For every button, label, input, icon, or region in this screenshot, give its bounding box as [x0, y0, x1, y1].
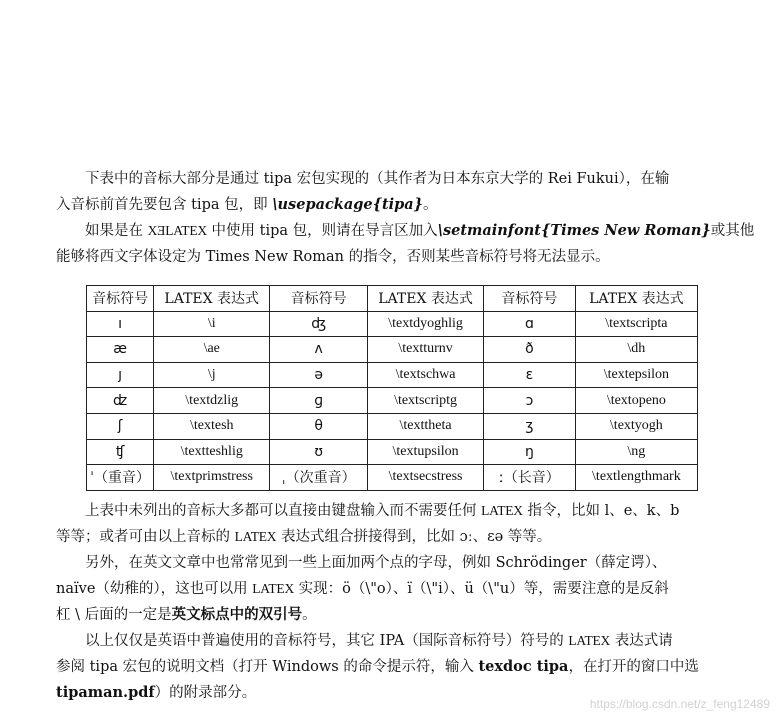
- body-line-7: 参阅 tipa 宏包的说明文档（打开 Windows 的命令提示符，输入 texdoc tipa，在打开的窗口中选: [56, 658, 699, 675]
- table-cell: \textlengthmark: [575, 465, 697, 491]
- body-line-3: 另外，在英文文章中也常常见到一些上面加两个点的字母，例如 Schrödinger（薛定谔）、: [85, 555, 667, 571]
- table-cell: ˈ（重音）: [87, 465, 154, 491]
- table-cell: \textepsilon: [575, 362, 697, 388]
- table-cell: \textdyoghlig: [368, 311, 484, 337]
- header-symbol-2: 音标符号: [270, 286, 368, 312]
- table-cell: \textscripta: [575, 311, 697, 337]
- table-cell: ʣ: [87, 388, 154, 414]
- intro-paragraphs: [56, 166, 755, 270]
- table-cell: ˌ（次重音）: [270, 465, 368, 491]
- table-cell: \textscriptg: [368, 388, 484, 414]
- header-latex-1: LATEX 表达式: [154, 286, 270, 312]
- table-cell: ʧ: [87, 439, 154, 465]
- table-cell: ð: [484, 337, 576, 363]
- table-cell: ȷ: [87, 362, 154, 388]
- double-quote-emphasis: 英文标点中的双引号: [171, 606, 303, 623]
- body-paragraphs: [56, 498, 722, 706]
- table-cell: ɛ: [484, 362, 576, 388]
- table-cell: θ: [270, 413, 368, 439]
- table-cell: \textdzlig: [154, 388, 270, 414]
- table-row: [87, 388, 698, 414]
- header-symbol-3: 音标符号: [484, 286, 576, 312]
- table-cell: ʤ: [270, 311, 368, 337]
- table-cell: ʒ: [484, 413, 576, 439]
- table-row: [87, 337, 698, 363]
- table-cell: \textesh: [154, 413, 270, 439]
- table-cell: \textsecstress: [368, 465, 484, 491]
- table-cell: \textopeno: [575, 388, 697, 414]
- header-symbol-1: 音标符号: [87, 286, 154, 312]
- table-row: [87, 413, 698, 439]
- texdoc-command: texdoc tipa: [478, 658, 569, 675]
- usepackage-command: \usepackage{tipa}: [272, 196, 424, 213]
- body-line-4: naïve（幼稚的），这也可以用 LATEX 实现：ö（\"o）、ï（\"i）、ü（\"u）等，需要注意的是反斜: [56, 581, 669, 597]
- table-cell: \i: [154, 311, 270, 337]
- table-cell: \textprimstress: [154, 465, 270, 491]
- table-row: [87, 311, 698, 337]
- table-cell: \j: [154, 362, 270, 388]
- table-cell: ı: [87, 311, 154, 337]
- table-cell: \texttheta: [368, 413, 484, 439]
- table-cell: \textschwa: [368, 362, 484, 388]
- table-cell: \ae: [154, 337, 270, 363]
- intro-line-3: 如果是在 XƎLATEX 中使用 tipa 包，则请在导言区加入\setmainfont{Times New Roman}或其他: [85, 222, 755, 239]
- table-cell: \dh: [575, 337, 697, 363]
- table-cell: ŋ: [484, 439, 576, 465]
- intro-line-2: 入音标前首先要包含 tipa 包，即 \usepackage{tipa}。: [56, 196, 438, 213]
- body-line-1: 上表中未列出的音标大多都可以直接由键盘输入而不需要任何 LATEX 指令，比如 l、e、k、b: [85, 503, 680, 519]
- tipaman-filename: tipaman.pdf: [56, 684, 155, 701]
- header-latex-3: LATEX 表达式: [575, 286, 697, 312]
- body-line-6: 以上仅仅是英语中普遍使用的音标符号，其它 IPA（国际音标符号）符号的 LATEX 表达式请: [85, 633, 673, 649]
- table-cell: ɔ: [484, 388, 576, 414]
- table-cell: ə: [270, 362, 368, 388]
- table-cell: \textyogh: [575, 413, 697, 439]
- table-cell: ʃ: [87, 413, 154, 439]
- latex-logo: LATEX: [252, 581, 295, 596]
- watermark: https://blog.csdn.net/z_feng12489: [589, 697, 770, 711]
- table-cell: ɑ: [484, 311, 576, 337]
- body-line-5: 杠 \ 后面的一定是英文标点中的双引号。: [56, 606, 317, 623]
- setmainfont-command: \setmainfont{Times New Roman}: [437, 222, 711, 239]
- intro-line-1: 下表中的音标大部分是通过 tipa 宏包实现的（其作者为日本东京大学的 Rei Fukui），在输: [85, 171, 670, 187]
- table-row: [87, 439, 698, 465]
- tipa-symbol-table: [86, 285, 698, 491]
- table-cell: \textupsilon: [368, 439, 484, 465]
- latex-logo: LATEX: [234, 529, 277, 544]
- table-cell: \textteshlig: [154, 439, 270, 465]
- table-header-row: [87, 286, 698, 312]
- table-cell: ɡ: [270, 388, 368, 414]
- table-row: [87, 362, 698, 388]
- body-line-2: 等等；或者可由以上音标的 LATEX 表达式组合拼接得到，比如 ɔː、ɛə 等等。: [56, 529, 552, 545]
- body-line-8: tipaman.pdf）的附录部分。: [56, 684, 257, 701]
- table-cell: ʊ: [270, 439, 368, 465]
- table-cell: \textturnv: [368, 337, 484, 363]
- xelatex-logo: XƎLATEX: [147, 223, 207, 238]
- latex-logo: LATEX: [481, 503, 523, 518]
- table-row: [87, 465, 698, 491]
- table-cell: æ: [87, 337, 154, 363]
- header-latex-2: LATEX 表达式: [368, 286, 484, 312]
- table-cell: ʌ: [270, 337, 368, 363]
- table-cell: ː（长音）: [484, 465, 576, 491]
- latex-logo: LATEX: [568, 633, 611, 648]
- intro-line-4: 能够将西文字体设定为 Times New Roman 的指令，否则某些音标符号将无法显示。: [56, 249, 610, 265]
- table-cell: \ng: [575, 439, 697, 465]
